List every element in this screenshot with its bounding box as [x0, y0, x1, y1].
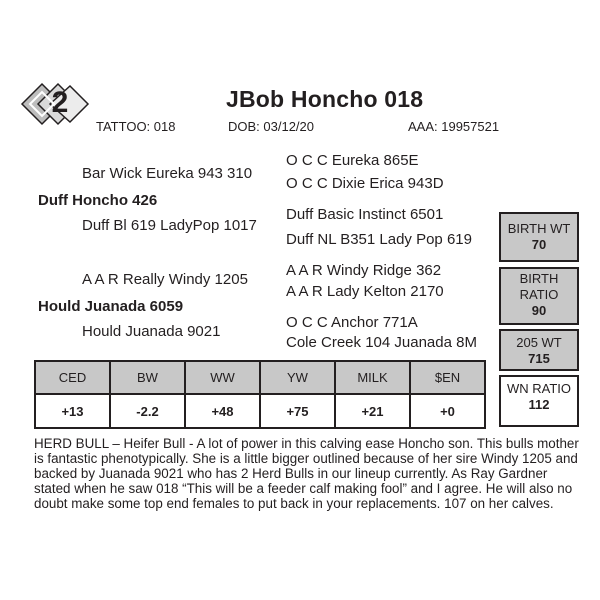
pedigree-dam-dam-sire: O C C Anchor 771A: [286, 314, 418, 331]
epd-header-milk: MILK: [335, 361, 410, 394]
weaning-ratio-label: WN RATIO: [506, 381, 572, 396]
pedigree-sire: Duff Honcho 426: [38, 192, 158, 209]
pedigree-sire-sire-sire: O C C Eureka 865E: [286, 152, 419, 169]
birth-weight-value: 70: [531, 237, 547, 252]
dob-text: DOB: 03/12/20: [228, 119, 314, 134]
weaning-ratio-box: [499, 375, 579, 427]
birth-weight-box: [499, 212, 579, 262]
epd-value-bw: -2.2: [110, 394, 185, 428]
epd-header-ced: CED: [35, 361, 110, 394]
pedigree-dam-dam: Hould Juanada 9021: [82, 323, 221, 340]
epd-header-en: $EN: [410, 361, 485, 394]
epd-value-yw: +75: [260, 394, 335, 428]
pedigree-dam: Hould Juanada 6059: [38, 298, 184, 315]
aaa-registration: AAA: 19957521: [408, 119, 500, 134]
weaning-weight-label: 205 WT: [516, 335, 562, 350]
pedigree-sire-sire-dam: O C C Dixie Erica 943D: [286, 175, 444, 192]
pedigree-dam-sire-dam: A A R Lady Kelton 2170: [286, 283, 444, 300]
pedigree-sire-sire: Bar Wick Eureka 943 310: [82, 165, 253, 182]
lot-badge: [20, 80, 90, 128]
epd-header-row: [35, 361, 485, 394]
animal-name: JBob Honcho 018: [226, 86, 424, 112]
epd-value-en: +0: [410, 394, 485, 428]
tattoo-text: TATTOO: 018: [96, 119, 176, 134]
pedigree-dam-dam-dam: Cole Creek 104 Juanada 8M: [286, 334, 477, 351]
birth-ratio-label: BIRTH RATIO: [519, 271, 559, 302]
weaning-ratio-value: 112: [528, 397, 550, 412]
epd-header-bw: BW: [110, 361, 185, 394]
epd-value-row: [35, 394, 485, 428]
epd-value-milk: +21: [335, 394, 410, 428]
pedigree-dam-sire-sire: A A R Windy Ridge 362: [286, 262, 442, 279]
birth-ratio-value: 90: [531, 303, 547, 318]
epd-header-yw: YW: [260, 361, 335, 394]
epd-header-ww: WW: [185, 361, 260, 394]
pedigree-sire-dam-dam: Duff NL B351 Lady Pop 619: [286, 231, 472, 248]
epd-value-ww: +48: [185, 394, 260, 428]
epd-value-ced: +13: [35, 394, 110, 428]
lot-number: 2: [51, 86, 69, 119]
epd-table: [34, 360, 486, 429]
pedigree-sire-dam: Duff Bl 619 LadyPop 1017: [82, 217, 257, 234]
weaning-weight-box: [499, 329, 579, 371]
birth-ratio-box: [499, 267, 579, 325]
pedigree-sire-dam-sire: Duff Basic Instinct 6501: [286, 206, 444, 223]
birth-weight-label: BIRTH WT: [507, 221, 571, 236]
lot-description: HERD BULL – Heifer Bull - A lot of power in this calving ease Honcho son. This bulls mother is fantastic phenotypically. She is a little bigger outlined because of her sire Windy 1205 and backed by Juanada 9021 who has 2 Herd Bulls in our lineup currently. As Ray Gardner stated when he saw 018 “This will be a feeder calf making fool” and I agree. He will also no doubt make some top end females to put back in your replacements. 107 on her calves.: [34, 436, 579, 511]
pedigree-dam-sire: A A R Really Windy 1205: [82, 271, 248, 288]
weaning-weight-value: 715: [528, 351, 550, 366]
